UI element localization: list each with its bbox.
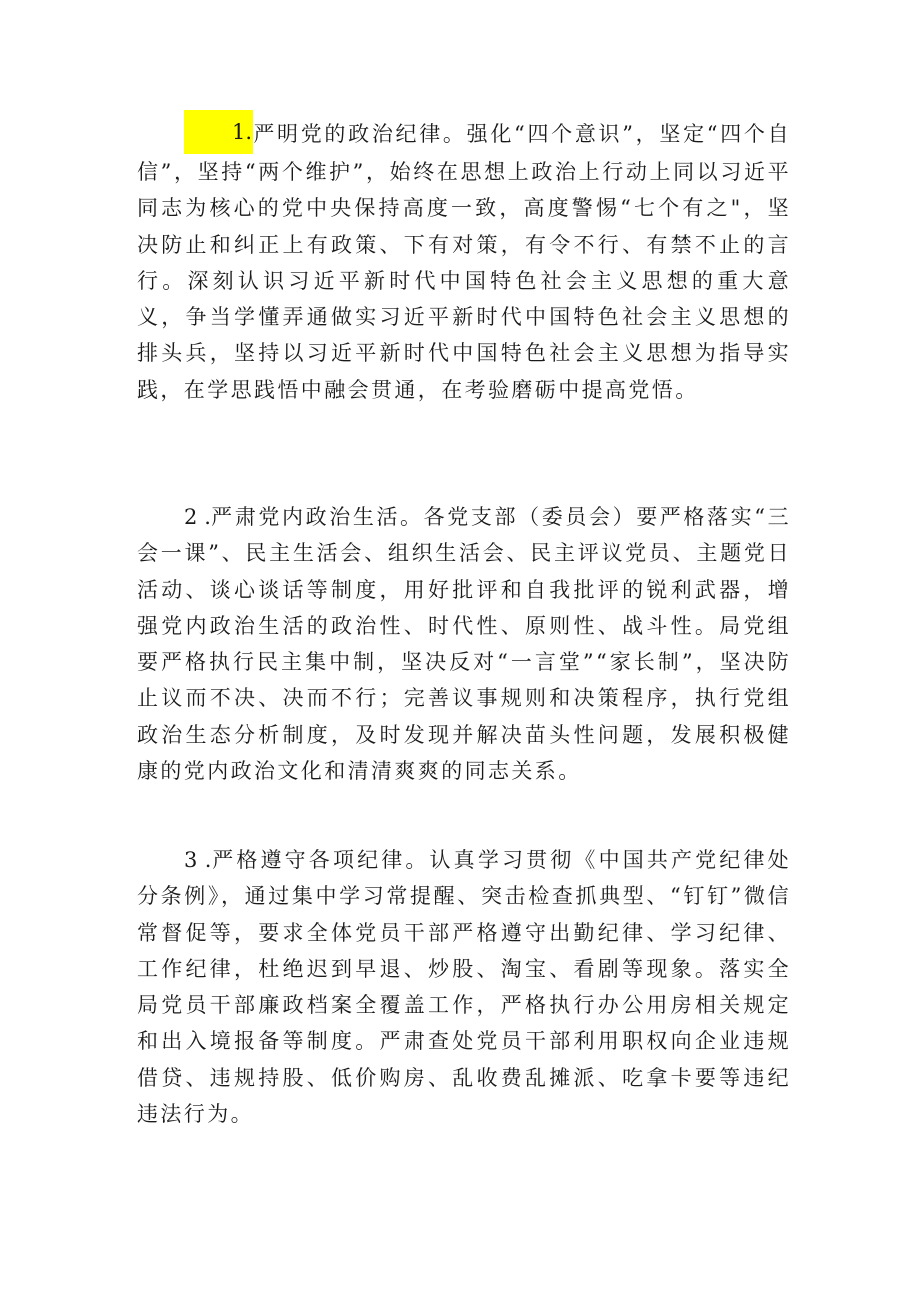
- paragraph-disciplines: [137, 842, 791, 1132]
- paragraph-text: 严肃党内政治生活。各党支部（委员会）要严格落实“三会一课”、民主生活会、组织生活会、民主评议党员、主题党日活动、谈心谈话等制度，用好批评和自我批评的锐利武器，增强党内政治生活的政治性、时代性、原则性、战斗性。局党组要严格执行民主集中制，坚决反对“一言堂”“家长制”，坚决防止议而不决、决而不行；完善议事规则和决策程序，执行党组政治生态分析制度，及时发现并解决苗头性问题，发展积极健康的党内政治文化和清清爽爽的同志关系。: [137, 505, 792, 784]
- paragraph-political-discipline: [137, 116, 791, 408]
- paragraph-text: 严格遵守各项纪律。认真学习贯彻《中国共产党纪律处分条例》，通过集中学习常提醒、突击检查抓典型、“钉钉”微信常督促等，要求全体党员干部严格遵守出勤纪律、学习纪律、工作纪律，杜绝迟到早退、炒股、淘宝、看剧等现象。落实全局党员干部廉政档案全覆盖工作，严格执行办公用房相关规定和出入境报备等制度。严肃查处党员干部利用职权向企业违规借贷、违规持股、低价购房、乱收费乱摊派、吃拿卡要等违纪违法行为。: [137, 848, 791, 1127]
- paragraph-number-highlighted: 1.: [184, 110, 253, 154]
- paragraph-number: 2 .: [184, 505, 211, 529]
- paragraph-number: 3 .: [184, 848, 212, 872]
- paragraph-political-life: [137, 499, 791, 789]
- paragraph-text: 严明党的政治纪律。强化“四个意识”，坚定“四个自信”，坚持“两个维护”，始终在思想上政治上行动上同以习近平同志为核心的党中央保持高度一致，高度警惕“七个有之"，坚决防止和纠正上有政策、下有对策，有令不行、有禁不止的言行。深刻认识习近平新时代中国特色社会主义思想的重大意义，争当学懂弄通做实习近平新时代中国特色社会主义思想的排头兵，坚持以习近平新时代中国特色社会主义思想为指导实践，在学思践悟中融会贯通，在考验磨砺中提高党悟。: [137, 122, 791, 402]
